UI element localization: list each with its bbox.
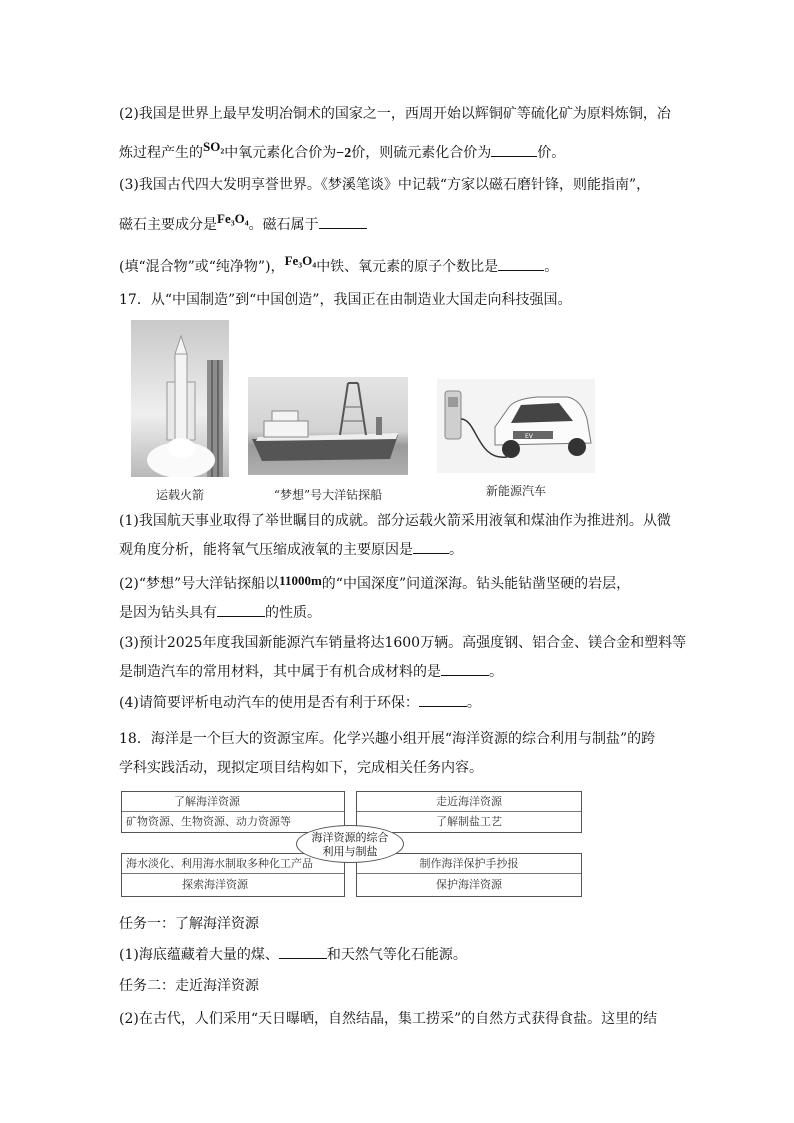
answer-blank[interactable] xyxy=(498,257,544,271)
answer-blank[interactable] xyxy=(217,603,265,617)
so2-formula: SO₂ xyxy=(203,139,225,154)
box-title: 探索海洋资源 xyxy=(182,878,248,891)
text: (2)“梦想”号大洋钻探船以 xyxy=(119,576,280,592)
depth-value: 11000m xyxy=(279,573,322,588)
text: (填“混合物”或“纯净物”)， xyxy=(119,259,285,275)
q17-p3-line1: (3)预计2025年度我国新能源汽车销量将达1600万辆。高强度钢、铝合金、镁合金和塑料等 xyxy=(119,635,687,651)
text: 。 xyxy=(489,664,503,680)
ship-icon xyxy=(248,377,408,475)
text: 的“中国深度”问道深海。钻头能钻凿坚硬的岩层， xyxy=(321,576,631,592)
center-label-line1: 海洋资源的综合 xyxy=(311,831,389,844)
box-content: 了解制盐工艺 xyxy=(436,815,502,828)
fe3o4-formula: Fe₃O₄ xyxy=(217,211,249,226)
box-content: 矿物资源、生物资源、动力资源等 xyxy=(126,815,291,828)
q16-p3-line2 xyxy=(119,211,367,235)
q16-p3-line3 xyxy=(119,253,559,277)
car-icon xyxy=(437,379,595,473)
text: 是制造汽车的常用材料，其中属于有机合成材料的是 xyxy=(119,664,441,680)
text: 中铁、氧元素的原子个数比是 xyxy=(316,259,499,275)
q17-stem: 17．从“中国制造”到“中国创造”，我国正在由制造业大国走向科技强国。 xyxy=(119,292,572,308)
text: 价。 xyxy=(537,145,566,161)
text: 观角度分析，能将氧气压缩成液氧的主要原因是 xyxy=(119,542,413,558)
box-approach-ocean xyxy=(356,791,582,833)
q17-p2-line1 xyxy=(119,574,630,594)
text: 是因为钻头具有 xyxy=(119,605,217,621)
q17-p4 xyxy=(119,693,481,713)
q16-p3-line1: (3)我国古代四大发明享誉世界。《梦溪笔谈》中记载“方家以磁石磨针锋，则能指南”， xyxy=(119,177,651,193)
center-ellipse xyxy=(296,825,404,863)
answer-blank[interactable] xyxy=(419,693,467,707)
box-title: 走近海洋资源 xyxy=(357,792,581,812)
task1-heading: 任务一：了解海洋资源 xyxy=(119,916,259,932)
q16-p2-line1: (2)我国是世界上最早发明冶铜术的国家之一，西周开始以辉铜矿等硫化矿为原料炼铜，冶 xyxy=(119,106,671,122)
caption-rocket: 运载火箭 xyxy=(155,488,204,502)
task2-heading: 任务二：走近海洋资源 xyxy=(119,978,259,994)
center-label-line2: 利用与制盐 xyxy=(322,845,378,858)
q17-p2-line2 xyxy=(119,603,321,623)
box-content: 海水淡化、利用海水制取多种化工产品 xyxy=(122,854,344,874)
q17-p1-line2 xyxy=(119,540,463,560)
caption-ship: “梦想”号大洋钻探船 xyxy=(273,488,383,502)
text: (1)海底蕴藏着大量的煤、 xyxy=(119,947,279,963)
text: 价，则硫元素化合价为 xyxy=(351,145,492,161)
q17-p1-line1: (1)我国航天事业取得了举世瞩目的成就。部分运载火箭采用液氧和煤油作为推进剂。从微 xyxy=(119,513,671,529)
drilling-ship-image xyxy=(248,377,408,475)
box-explore-ocean xyxy=(121,853,345,897)
text: 。 xyxy=(544,259,559,275)
q16-p2-line2 xyxy=(119,139,566,164)
ev-car-image xyxy=(437,379,595,473)
text: 。 xyxy=(466,695,481,711)
box-protect-ocean xyxy=(356,853,582,897)
fe3o4-formula: Fe₃O₄ xyxy=(284,253,317,268)
box-title: 保护海洋资源 xyxy=(436,878,502,891)
task2-q2-line1: (2)在古代，人们采用“天日曝晒，自然结晶，集工捞采”的自然方式获得食盐。这里的结 xyxy=(119,1011,658,1027)
q18-stem-line2: 学科实践活动，现拟定项目结构如下，完成相关任务内容。 xyxy=(119,760,483,776)
answer-blank[interactable] xyxy=(279,945,327,959)
text: 的性质。 xyxy=(265,605,321,621)
text: 磁石主要成分是 xyxy=(119,217,217,233)
answer-blank[interactable] xyxy=(413,540,449,554)
text: 。磁石属于 xyxy=(248,217,319,233)
box-content: 制作海洋保护手抄报 xyxy=(357,854,581,874)
answer-blank[interactable] xyxy=(441,662,489,676)
rocket-image xyxy=(131,320,229,477)
valence-value: −2 xyxy=(336,146,352,161)
text: 炼过程产生的 xyxy=(119,145,203,161)
answer-blank[interactable] xyxy=(319,215,367,229)
rocket-icon xyxy=(131,320,229,477)
box-understand-ocean xyxy=(121,791,345,833)
task1-q1 xyxy=(119,945,467,965)
answer-blank[interactable] xyxy=(491,143,537,157)
text: 中氧元素化合价为 xyxy=(224,145,337,161)
q17-p3-line2 xyxy=(119,662,503,682)
car-plate: EV xyxy=(525,433,533,440)
text: 和天然气等化石能源。 xyxy=(326,947,467,963)
box-title: 了解海洋资源 xyxy=(122,792,344,812)
text: (4)请简要评析电动汽车的使用是否有利于环保： xyxy=(119,695,419,711)
q18-stem-line1: 18．海洋是一个巨大的资源宝库。化学兴趣小组开展“海洋资源的综合利用与制盐”的跨 xyxy=(119,731,656,747)
caption-car: 新能源汽车 xyxy=(485,484,546,498)
text: 。 xyxy=(449,542,463,558)
